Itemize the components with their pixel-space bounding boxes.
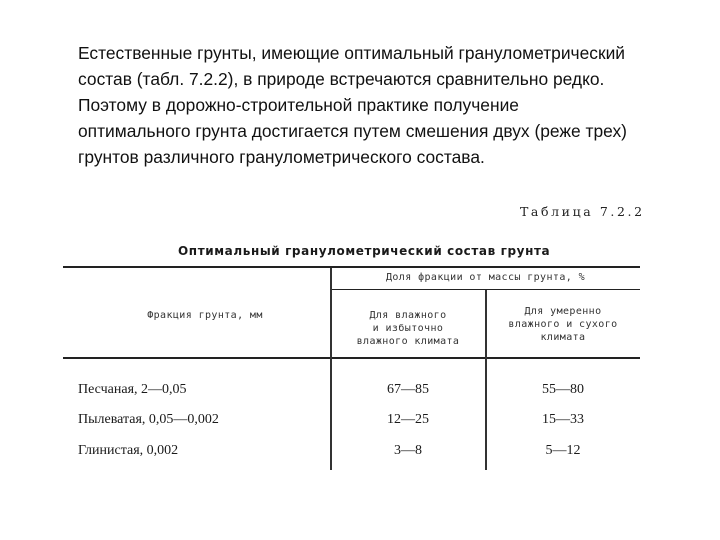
table-title: Оптимальный гранулометрический состав грунта: [178, 244, 551, 258]
intro-paragraph: [78, 40, 718, 170]
header-dry-line: влажного и сухого: [508, 319, 618, 330]
intro-line: Поэтому в дорожно-строительной практике получение: [78, 95, 519, 115]
intro-line: оптимального грунта достигается путем смешения двух (реже трех): [78, 121, 627, 141]
row-wet-sand: 67—85: [387, 382, 429, 397]
row-wet-silt: 12—25: [387, 412, 429, 427]
header-wet-line: и избыточно: [372, 323, 444, 334]
header-fraction: Фракция грунта, мм: [147, 310, 263, 321]
row-wet-clay: 3—8: [394, 443, 422, 458]
intro-line: Естественные грунты, имеющие оптимальный гранулометрический: [78, 43, 626, 63]
table-caption: Таблица 7.2.2: [520, 204, 645, 219]
row-dry-silt: 15—33: [542, 412, 584, 427]
header-wet-line: Для влажного: [369, 310, 447, 321]
header-dry-climate: [486, 305, 640, 344]
row-fraction-sand: Песчаная, 2—0,05: [78, 382, 187, 397]
column-divider: [330, 268, 332, 470]
group-header: Доля фракции от массы грунта, %: [385, 272, 586, 283]
header-dry-line: климата: [540, 332, 586, 343]
row-fraction-clay: Глинистая, 0,002: [78, 443, 179, 458]
header-wet-line: влажного климата: [356, 336, 460, 347]
header-dry-line: Для умеренно: [524, 306, 602, 317]
header-bottom-rule: [63, 357, 640, 359]
row-fraction-silt: Пылеватая, 0,05—0,002: [78, 412, 219, 427]
row-dry-clay: 5—12: [545, 443, 581, 458]
header-wet-climate: [331, 309, 485, 348]
table-top-rule: [63, 266, 640, 268]
intro-line: состав (табл. 7.2.2), в природе встречаются сравнительно редко.: [78, 69, 605, 89]
intro-line: грунтов различного гранулометрического состава.: [78, 147, 485, 167]
row-dry-sand: 55—80: [542, 382, 584, 397]
